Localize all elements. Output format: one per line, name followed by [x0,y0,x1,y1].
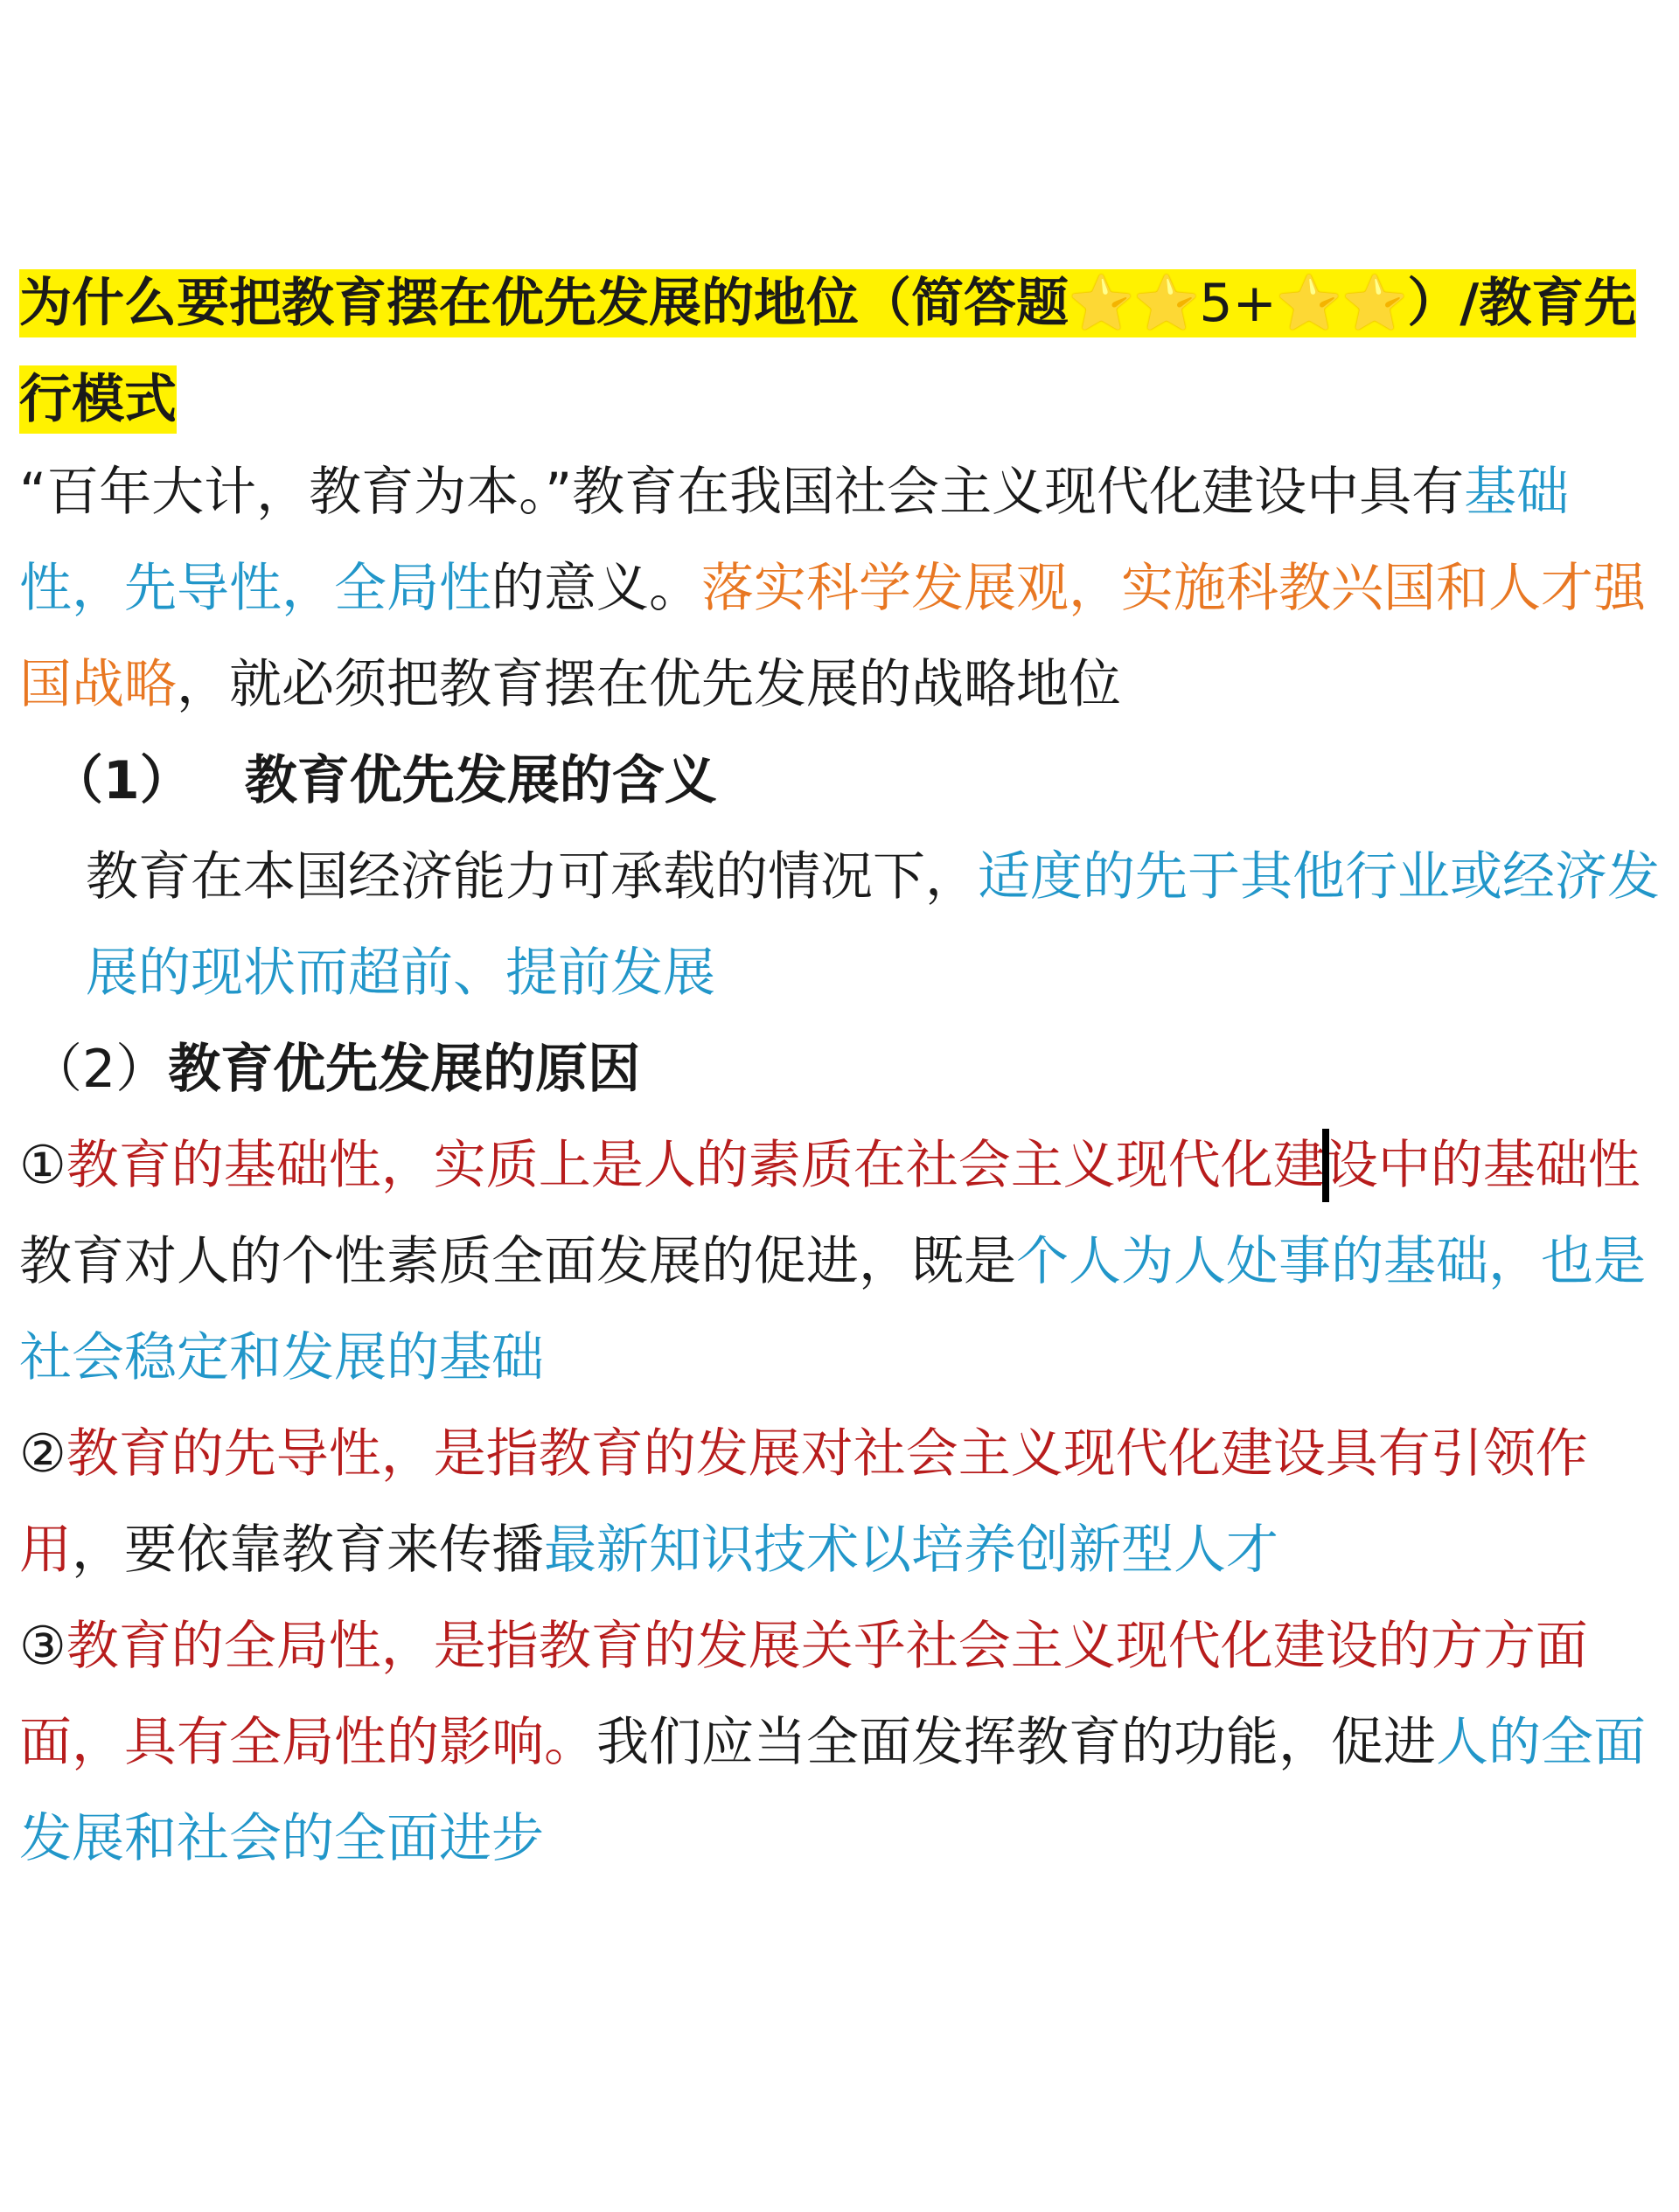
reason-2-marker: ② [19,1423,66,1485]
intro-traits: 基础性，先导性，全局性 [19,462,1570,619]
title-heading [19,255,1660,448]
section1-number: （1） [51,750,192,811]
reason-1-detail [19,1214,1660,1406]
reason-2-mid: ，要依靠教育来传播 [72,1520,544,1581]
intro-paragraph [19,444,1660,733]
reason-2 [19,1406,1660,1598]
section1-heading [19,733,1660,829]
reason-1-marker: ① [19,1135,66,1196]
star-icon: ⭐⭐ [1276,273,1408,334]
reason-1 [19,1117,1660,1214]
star-count: 5+ [1199,273,1277,334]
title-suffix: ）/教育先行模式 [19,273,1637,430]
intro-end: ，就必须把教育摆在优先发展的战略地位 [177,654,1121,715]
star-icon: ⭐⭐ [1069,273,1200,334]
reason-1-text-a: 教育的基础性，实质上是人的素质在社会主义现代化建 [66,1135,1326,1196]
reason-1-detail-highlight: 个人为人处事的基础，也是社会稳定和发展的基础 [19,1231,1646,1388]
section2-heading [19,1021,1660,1117]
reason-2-blue: 最新知识技术以培养创新型人才 [544,1520,1278,1581]
section2-title: 教育优先发展的原因 [168,1039,641,1100]
section2-number: （2） [30,1039,169,1100]
reason-1-text-b: 设中的基础性 [1325,1135,1641,1196]
intro-strategy: 落实科学发展观，实施科教兴国和人才强国战略 [19,558,1646,715]
reason-3-mid: 我们应当全面发挥教育的功能，促进 [596,1712,1436,1773]
document-page [19,255,1660,1887]
reason-3-red: 教育的全局性，是指教育的发展关乎社会主义现代化建设的方方面面，具有全局性的影响。 [19,1616,1588,1773]
title-highlight [19,269,1636,434]
section1-text: 教育在本国经济能力可承载的情况下， [86,846,978,908]
reason-1-detail-text: 教育对人的个性素质全面发展的促进，既是 [19,1231,1016,1292]
reason-3-blue: 人的全面发展和社会的全面进步 [19,1712,1646,1869]
reason-3 [19,1598,1660,1887]
reason-2-red: 教育的先导性，是指教育的发展对社会主义现代化建设具有引领作用 [19,1423,1588,1581]
section1-highlight: 适度的先于其他行业或经济发展的现状而超前、提前发展 [86,846,1660,1004]
intro-quote: “百年大计，教育为本。”教育在我国社会主义现代化建设中具有 [19,462,1465,523]
section1-paragraph [19,829,1660,1021]
title-text: 为什么要把教育摆在优先发展的地位（简答题 [19,273,1069,334]
reason-3-marker: ③ [19,1616,66,1677]
intro-mid: 的意义。 [491,558,701,619]
section1-title: 教育优先发展的含义 [244,750,717,811]
